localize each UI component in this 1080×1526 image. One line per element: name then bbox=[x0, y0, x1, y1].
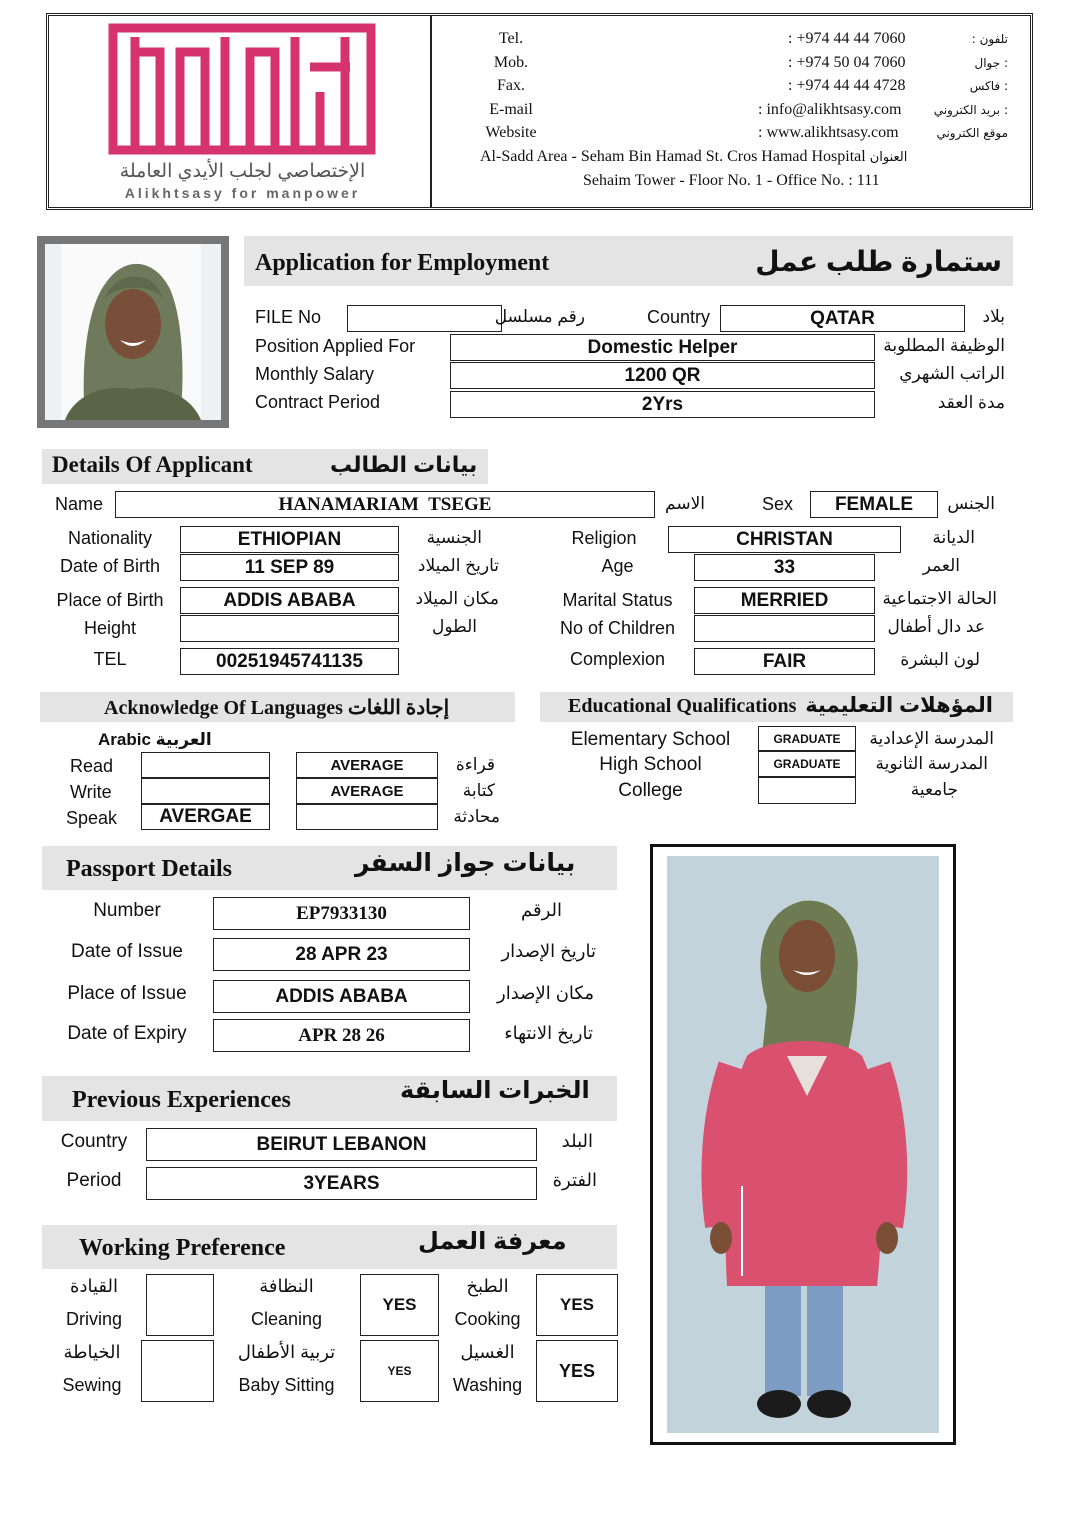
pob-field[interactable]: ADDIS ABABA bbox=[180, 587, 399, 614]
elementary-arabic-label: المدرسة الإعدادية bbox=[869, 729, 994, 748]
driving-arabic-label: القيادة bbox=[70, 1276, 118, 1296]
children-arabic-label: عد دال أطفال bbox=[887, 617, 985, 636]
baby-sitting-arabic-label: تربية الأطفال bbox=[237, 1342, 336, 1362]
passport-number-arabic-label: الرقم bbox=[520, 900, 562, 920]
issue-date-field[interactable]: 28 APR 23 bbox=[213, 938, 470, 971]
address-arabic-label: العنوان bbox=[869, 150, 908, 165]
file-no-field[interactable] bbox=[347, 305, 502, 332]
contact-block bbox=[440, 30, 1030, 200]
contact-label: Mob. bbox=[493, 53, 529, 71]
complexion-arabic-label: لون البشرة bbox=[900, 650, 980, 669]
read-label: Read bbox=[70, 756, 114, 776]
experience-heading: Previous Experiences bbox=[72, 1087, 291, 1113]
exp-country-field[interactable]: BEIRUT LEBANON bbox=[146, 1128, 537, 1161]
applicant-heading: Details Of Applicant bbox=[52, 452, 253, 477]
tel-label: TEL bbox=[93, 649, 127, 669]
expiry-label: Date of Expiry bbox=[67, 1023, 187, 1044]
position-arabic-label: الوظيفة المطلوبة bbox=[883, 336, 1005, 355]
dob-label: Date of Birth bbox=[59, 556, 161, 576]
sewing-field[interactable] bbox=[141, 1340, 214, 1402]
letterhead-divider bbox=[430, 15, 432, 208]
salary-field[interactable]: 1200 QR bbox=[450, 362, 875, 389]
contact-row bbox=[440, 124, 1030, 146]
nationality-arabic-label: الجنسية bbox=[426, 528, 482, 547]
high-school-field[interactable]: GRADUATE bbox=[758, 751, 856, 777]
passport-number-label: Number bbox=[93, 900, 161, 921]
marital-label: Marital Status bbox=[562, 590, 673, 610]
position-field[interactable]: Domestic Helper bbox=[450, 334, 875, 361]
read-arabic-label: قراءة bbox=[455, 755, 495, 774]
nationality-label: Nationality bbox=[67, 528, 153, 548]
sex-field[interactable]: FEMALE bbox=[810, 491, 938, 518]
exp-country-arabic-label: البلد bbox=[561, 1131, 593, 1151]
education-heading: Educational Qualifications bbox=[568, 695, 797, 717]
exp-period-arabic-label: الفترة bbox=[552, 1170, 597, 1190]
height-label: Height bbox=[83, 618, 137, 638]
other-write-field[interactable]: AVERAGE bbox=[296, 778, 438, 804]
height-field[interactable] bbox=[180, 615, 399, 642]
arabic-label bbox=[98, 730, 212, 750]
portrait-photo-icon bbox=[45, 244, 221, 420]
country-arabic-label: بلاد bbox=[982, 307, 1005, 326]
contact-row bbox=[440, 101, 1030, 123]
baby-sitting-label: Baby Sitting bbox=[238, 1375, 335, 1395]
driving-field[interactable] bbox=[146, 1274, 214, 1336]
contact-value[interactable]: : info@alikhtsasy.com bbox=[758, 100, 902, 118]
children-field[interactable] bbox=[694, 615, 875, 642]
address-line-1 bbox=[480, 148, 907, 166]
contact-row bbox=[440, 30, 1030, 52]
baby-sitting-field[interactable]: YES bbox=[360, 1340, 439, 1402]
passport-number-field[interactable]: EP7933130 bbox=[213, 897, 470, 930]
other-speak-field[interactable] bbox=[296, 804, 438, 830]
driving-label: Driving bbox=[65, 1309, 122, 1329]
exp-period-field[interactable]: 3YEARS bbox=[146, 1167, 537, 1200]
sex-arabic-label: الجنس bbox=[947, 494, 995, 513]
high-school-label: High School bbox=[599, 754, 702, 775]
sewing-label: Sewing bbox=[62, 1375, 122, 1395]
washing-field[interactable]: YES bbox=[536, 1340, 618, 1402]
education-heading-arabic: المؤهلات التعليمية bbox=[805, 694, 993, 717]
contract-field[interactable]: 2Yrs bbox=[450, 391, 875, 418]
elementary-label: Elementary School bbox=[570, 729, 731, 750]
complexion-label: Complexion bbox=[569, 649, 666, 669]
address-text: Al-Sadd Area - Seham Bin Hamad St. Cros Hamad Hospital bbox=[480, 148, 866, 165]
applicant-heading-arabic: بيانات الطالب bbox=[330, 452, 478, 477]
marital-field[interactable]: MERRIED bbox=[694, 587, 875, 614]
dob-field[interactable]: 11 SEP 89 bbox=[180, 554, 399, 581]
name-field[interactable]: HANAMARIAM TSEGE bbox=[115, 491, 655, 518]
exp-country-label: Country bbox=[60, 1131, 128, 1152]
contact-row bbox=[440, 54, 1030, 76]
name-label: Name bbox=[55, 494, 104, 514]
portrait-photo-frame bbox=[37, 236, 229, 428]
file-no-label: FILE No bbox=[255, 307, 322, 327]
age-arabic-label: العمر bbox=[922, 556, 960, 575]
address-line-2: Sehaim Tower - Floor No. 1 - Office No. : 111 bbox=[583, 172, 880, 189]
religion-label: Religion bbox=[571, 528, 637, 548]
pob-label: Place of Birth bbox=[56, 590, 164, 610]
washing-label: Washing bbox=[452, 1375, 523, 1395]
company-logo bbox=[105, 22, 380, 202]
write-label: Write bbox=[70, 782, 112, 802]
contact-value: : +974 50 04 7060 bbox=[788, 53, 906, 71]
arabic-label-ar: العربية bbox=[155, 730, 212, 749]
nationality-field[interactable]: ETHIOPIAN bbox=[180, 526, 399, 553]
contact-label: Tel. bbox=[498, 30, 524, 47]
salary-arabic-label: الراتب الشهري bbox=[899, 364, 1005, 383]
contract-arabic-label: مدة العقد bbox=[937, 393, 1005, 412]
application-title-arabic: ستمارة طلب عمل bbox=[755, 246, 1002, 277]
sewing-arabic-label: الخياطة bbox=[63, 1342, 121, 1362]
full-body-photo-frame bbox=[650, 844, 956, 1445]
complexion-field[interactable]: FAIR bbox=[694, 648, 875, 675]
experience-heading-arabic: الخبرات السابقة bbox=[400, 1077, 590, 1104]
speak-label: Speak bbox=[66, 808, 118, 828]
children-label: No of Children bbox=[559, 618, 676, 638]
contact-arabic-label: : فاكس bbox=[969, 79, 1008, 93]
arabic-label-en: Arabic bbox=[98, 730, 151, 749]
issue-place-field[interactable]: ADDIS ABABA bbox=[213, 980, 470, 1013]
logo-english-text: Alikhtsasy for manpower bbox=[124, 185, 361, 201]
logo-arabic-text: الإختصاصي لجلب الأيدي العاملة bbox=[119, 161, 366, 182]
issue-date-arabic-label: تاريخ الإصدار bbox=[501, 941, 596, 961]
name-arabic-label: الاسم bbox=[665, 494, 705, 513]
portrait-photo bbox=[45, 244, 221, 420]
full-body-photo-icon bbox=[667, 856, 939, 1433]
religion-arabic-label: الديانة bbox=[932, 528, 975, 547]
contact-label: Website bbox=[485, 124, 537, 141]
arabic-speak-field[interactable]: AVERGAE bbox=[141, 804, 270, 830]
contact-arabic-label: موقع الكتروني bbox=[936, 126, 1008, 140]
cooking-arabic-label: الطبخ bbox=[466, 1276, 509, 1296]
contact-label: Fax. bbox=[497, 77, 525, 94]
arabic-read-field[interactable] bbox=[141, 752, 270, 778]
contract-label: Contract Period bbox=[255, 392, 381, 412]
full-body-photo bbox=[667, 856, 939, 1433]
cooking-field[interactable]: YES bbox=[536, 1274, 618, 1336]
college-field[interactable] bbox=[758, 777, 856, 804]
exp-period-label: Period bbox=[66, 1170, 122, 1191]
country-field[interactable]: QATAR bbox=[720, 305, 965, 332]
college-label: College bbox=[618, 780, 683, 801]
contact-label: E-mail bbox=[489, 100, 533, 118]
logo-mark-icon bbox=[105, 22, 380, 157]
file-no-arabic-label: رقم مسلسل bbox=[494, 307, 585, 326]
religion-field[interactable]: CHRISTAN bbox=[668, 526, 901, 553]
sex-label: Sex bbox=[762, 494, 794, 514]
passport-heading-arabic: بيانات جواز السفر bbox=[355, 849, 576, 877]
country-label: Country bbox=[647, 307, 711, 327]
write-arabic-label: كتابة bbox=[462, 781, 495, 800]
cleaning-label: Cleaning bbox=[250, 1309, 323, 1329]
application-title: Application for Employment bbox=[255, 250, 550, 276]
contact-value: : +974 44 44 4728 bbox=[788, 77, 906, 94]
contact-arabic-label: : بريد الكتروني bbox=[933, 102, 1008, 117]
issue-place-arabic-label: مكان الإصدار bbox=[497, 983, 594, 1003]
contact-value[interactable]: : www.alikhtsasy.com bbox=[758, 124, 899, 141]
speak-arabic-label: محادثة bbox=[453, 807, 500, 826]
cooking-label: Cooking bbox=[454, 1309, 521, 1329]
expiry-field[interactable]: APR 28 26 bbox=[213, 1019, 470, 1052]
arabic-write-field[interactable] bbox=[141, 778, 270, 804]
position-label: Position Applied For bbox=[255, 336, 416, 356]
contact-arabic-label: تلفون : bbox=[971, 32, 1008, 46]
cleaning-field[interactable]: YES bbox=[360, 1274, 439, 1336]
preference-heading-arabic: معرفة العمل bbox=[418, 1228, 567, 1255]
pob-arabic-label: مكان الميلاد bbox=[415, 589, 499, 608]
issue-date-label: Date of Issue bbox=[71, 941, 183, 962]
contact-row bbox=[440, 77, 1030, 99]
contact-arabic-label: : جوال bbox=[974, 55, 1008, 70]
passport-heading: Passport Details bbox=[66, 856, 232, 882]
salary-label: Monthly Salary bbox=[255, 364, 375, 384]
preference-heading: Working Preference bbox=[79, 1235, 286, 1261]
height-arabic-label: الطول bbox=[432, 617, 477, 636]
languages-heading: Acknowledge Of Languages إجادة اللغات bbox=[104, 697, 450, 719]
issue-place-label: Place of Issue bbox=[67, 983, 187, 1004]
cleaning-arabic-label: النظافة bbox=[259, 1276, 314, 1296]
washing-arabic-label: الغسيل bbox=[460, 1342, 515, 1362]
age-field[interactable]: 33 bbox=[694, 554, 875, 581]
age-label: Age bbox=[601, 556, 634, 576]
dob-arabic-label: تاريخ الميلاد bbox=[417, 556, 499, 575]
high-school-arabic-label: المدرسة الثانوية bbox=[875, 754, 988, 773]
other-read-field[interactable]: AVERAGE bbox=[296, 752, 438, 778]
contact-value: : +974 44 44 7060 bbox=[788, 30, 906, 47]
expiry-arabic-label: تاريخ الانتهاء bbox=[504, 1023, 593, 1043]
college-arabic-label: جامعية bbox=[910, 780, 958, 799]
marital-arabic-label: الحالة الاجتماعية bbox=[882, 589, 997, 608]
elementary-field[interactable]: GRADUATE bbox=[758, 726, 856, 751]
tel-field[interactable]: 00251945741135 bbox=[180, 648, 399, 675]
